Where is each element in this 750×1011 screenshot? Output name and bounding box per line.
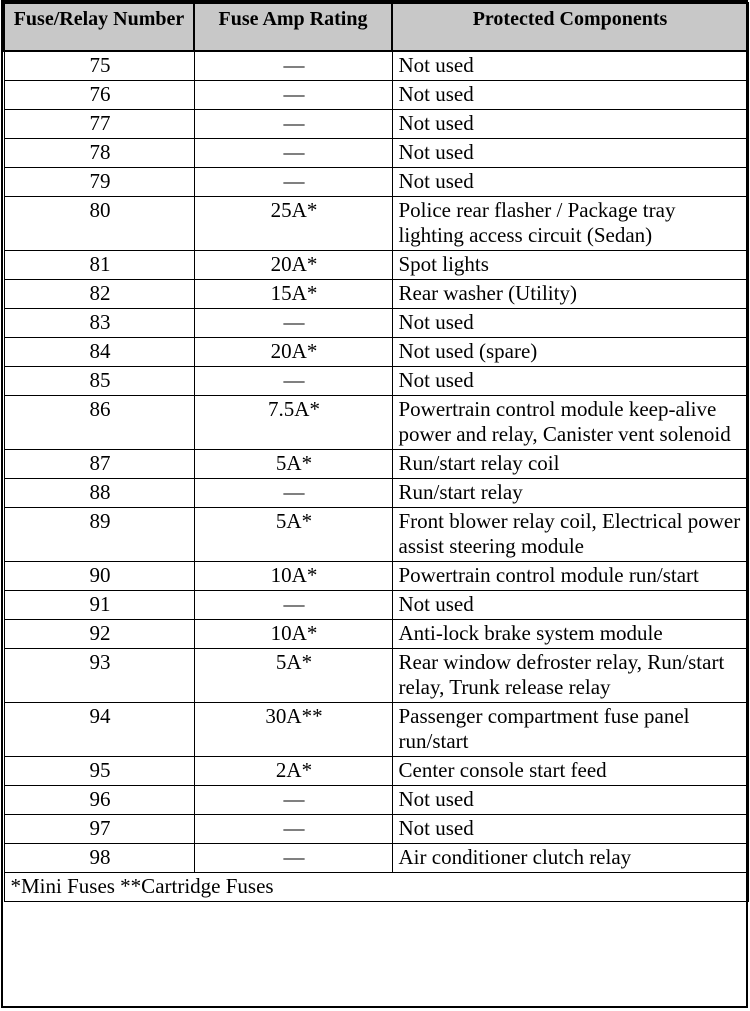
fuse-number-cell: 78	[4, 139, 194, 168]
protected-components-cell: Not used	[392, 81, 748, 110]
fuse-number-cell: 94	[4, 703, 194, 757]
amp-rating-cell: 25A*	[194, 197, 392, 251]
amp-rating-cell: —	[194, 139, 392, 168]
protected-components-cell: Spot lights	[392, 251, 748, 280]
amp-rating-cell: —	[194, 786, 392, 815]
amp-rating-cell: 2A*	[194, 757, 392, 786]
table-row	[4, 786, 748, 815]
protected-components-cell: Not used	[392, 110, 748, 139]
protected-components-cell: Not used	[392, 309, 748, 338]
fuse-number-cell: 92	[4, 620, 194, 649]
amp-rating-cell: —	[194, 168, 392, 197]
amp-rating-cell: 10A*	[194, 620, 392, 649]
table-row	[4, 168, 748, 197]
header-fuse-amp-rating: Fuse Amp Rating	[194, 3, 392, 51]
protected-components-cell: Not used	[392, 786, 748, 815]
footnote: *Mini Fuses **Cartridge Fuses	[4, 873, 748, 902]
table-header-row	[4, 3, 748, 51]
amp-rating-cell: 7.5A*	[194, 396, 392, 450]
protected-components-cell: Anti-lock brake system module	[392, 620, 748, 649]
table-row	[4, 815, 748, 844]
fuse-number-cell: 90	[4, 562, 194, 591]
amp-rating-cell: 5A*	[194, 508, 392, 562]
table-row	[4, 649, 748, 703]
table-row	[4, 81, 748, 110]
amp-rating-cell: 30A**	[194, 703, 392, 757]
protected-components-cell: Not used (spare)	[392, 338, 748, 367]
fuse-number-cell: 83	[4, 309, 194, 338]
protected-components-cell: Not used	[392, 51, 748, 81]
protected-components-cell: Not used	[392, 139, 748, 168]
table-row	[4, 479, 748, 508]
fuse-number-cell: 85	[4, 367, 194, 396]
fuse-number-cell: 75	[4, 51, 194, 81]
table-body	[4, 51, 748, 902]
amp-rating-cell: —	[194, 479, 392, 508]
fuse-number-cell: 80	[4, 197, 194, 251]
amp-rating-cell: 10A*	[194, 562, 392, 591]
protected-components-cell: Center console start feed	[392, 757, 748, 786]
fuse-number-cell: 81	[4, 251, 194, 280]
fuse-number-cell: 79	[4, 168, 194, 197]
protected-components-cell: Rear window defroster relay, Run/start relay, Trunk release relay	[392, 649, 748, 703]
table-row	[4, 508, 748, 562]
amp-rating-cell: 20A*	[194, 251, 392, 280]
table-row	[4, 51, 748, 81]
protected-components-cell: Not used	[392, 367, 748, 396]
fuse-number-cell: 88	[4, 479, 194, 508]
table-row	[4, 757, 748, 786]
protected-components-cell: Police rear flasher / Package tray lighting access circuit (Sedan)	[392, 197, 748, 251]
amp-rating-cell: —	[194, 591, 392, 620]
amp-rating-cell: —	[194, 815, 392, 844]
protected-components-cell: Passenger compartment fuse panel run/start	[392, 703, 748, 757]
fuse-number-cell: 95	[4, 757, 194, 786]
fuse-number-cell: 96	[4, 786, 194, 815]
protected-components-cell: Not used	[392, 591, 748, 620]
protected-components-cell: Powertrain control module run/start	[392, 562, 748, 591]
fuse-number-cell: 82	[4, 280, 194, 309]
table-row	[4, 844, 748, 873]
amp-rating-cell: 5A*	[194, 649, 392, 703]
fuse-number-cell: 89	[4, 508, 194, 562]
fuse-number-cell: 91	[4, 591, 194, 620]
fuse-number-cell: 86	[4, 396, 194, 450]
table-row	[4, 591, 748, 620]
protected-components-cell: Front blower relay coil, Electrical power assist steering module	[392, 508, 748, 562]
table-row	[4, 620, 748, 649]
fuse-number-cell: 98	[4, 844, 194, 873]
amp-rating-cell: 20A*	[194, 338, 392, 367]
table-row	[4, 139, 748, 168]
table-row	[4, 396, 748, 450]
protected-components-cell: Powertrain control module keep-alive power and relay, Canister vent solenoid	[392, 396, 748, 450]
table-row	[4, 450, 748, 479]
protected-components-cell: Air conditioner clutch relay	[392, 844, 748, 873]
protected-components-cell: Not used	[392, 168, 748, 197]
header-fuse-relay-number: Fuse/Relay Number	[4, 3, 194, 51]
amp-rating-cell: —	[194, 110, 392, 139]
amp-rating-cell: —	[194, 309, 392, 338]
amp-rating-cell: —	[194, 51, 392, 81]
fuse-number-cell: 87	[4, 450, 194, 479]
fuse-number-cell: 97	[4, 815, 194, 844]
amp-rating-cell: —	[194, 367, 392, 396]
header-protected-components: Protected Components	[392, 3, 748, 51]
table-row	[4, 338, 748, 367]
fuse-table	[3, 2, 749, 902]
protected-components-cell: Not used	[392, 815, 748, 844]
footnote-row	[4, 873, 748, 902]
table-row	[4, 309, 748, 338]
protected-components-cell: Run/start relay coil	[392, 450, 748, 479]
fuse-number-cell: 76	[4, 81, 194, 110]
table-row	[4, 703, 748, 757]
fuse-number-cell: 84	[4, 338, 194, 367]
fuse-number-cell: 93	[4, 649, 194, 703]
fuse-number-cell: 77	[4, 110, 194, 139]
amp-rating-cell: 15A*	[194, 280, 392, 309]
table-row	[4, 251, 748, 280]
amp-rating-cell: —	[194, 81, 392, 110]
protected-components-cell: Run/start relay	[392, 479, 748, 508]
amp-rating-cell: —	[194, 844, 392, 873]
amp-rating-cell: 5A*	[194, 450, 392, 479]
table-row	[4, 562, 748, 591]
table-row	[4, 110, 748, 139]
table-row	[4, 280, 748, 309]
protected-components-cell: Rear washer (Utility)	[392, 280, 748, 309]
table-row	[4, 367, 748, 396]
table-row	[4, 197, 748, 251]
